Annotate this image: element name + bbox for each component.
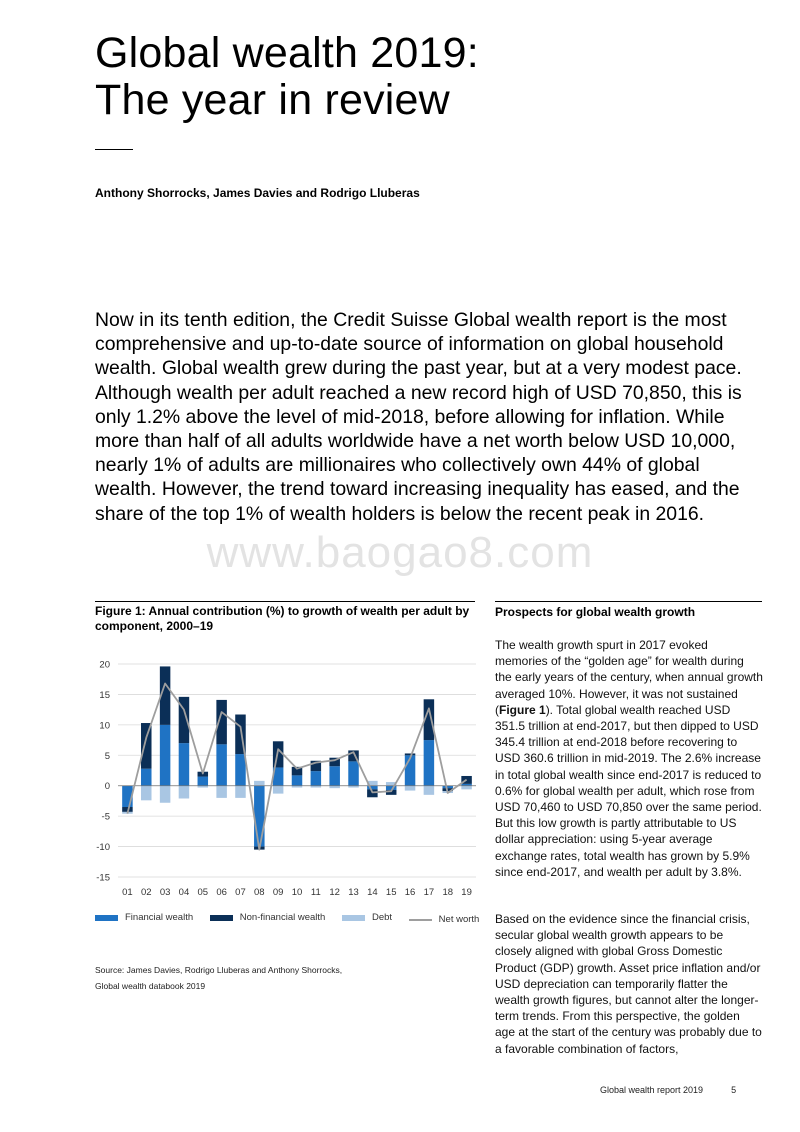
authors: Anthony Shorrocks, James Davies and Rodrigo Lluberas bbox=[95, 186, 420, 200]
bar-segment-financial bbox=[424, 740, 435, 786]
x-tick-label: 02 bbox=[140, 887, 152, 898]
x-tick-label: 15 bbox=[385, 887, 397, 898]
x-tick-label: 17 bbox=[423, 887, 435, 898]
x-tick-label: 12 bbox=[329, 887, 340, 898]
y-tick-label: -5 bbox=[101, 811, 110, 823]
legend-swatch-financial bbox=[95, 915, 118, 921]
legend-label-nonfinancial: Non-financial wealth bbox=[239, 912, 326, 923]
x-tick-label: 13 bbox=[348, 887, 359, 898]
title-line-2: The year in review bbox=[95, 76, 450, 124]
bar-segment-financial bbox=[348, 761, 359, 785]
bar-segment-financial bbox=[179, 743, 190, 786]
x-tick-label: 03 bbox=[159, 887, 171, 898]
bar-segment-financial bbox=[292, 775, 303, 785]
wealth-growth-chart bbox=[86, 652, 481, 904]
legend-line-net-worth bbox=[409, 919, 432, 921]
x-tick-label: 04 bbox=[178, 887, 190, 898]
y-tick-label: -15 bbox=[96, 872, 110, 884]
bar-segment-financial bbox=[198, 777, 209, 786]
legend-item-nonfinancial bbox=[210, 912, 326, 923]
title-divider bbox=[95, 149, 133, 150]
y-tick-label: 15 bbox=[99, 689, 110, 701]
bar-segment-debt bbox=[461, 786, 472, 790]
p1-text-b: ). Total global wealth reached USD 351.5 trillion at end-2017, but then dipped to USD 345.4 trillion at end-2018 before recovering to USD 360.6 trillion in mid-2019. The 2.6% increase in total global wealth since end-2017 is reduced to 0.6% for global wealth per adult, which rose from USD 70,460 to USD 70,850 over the same period. But this low growth is partly attributable to US dollar appreciation: using 5-year average exchange rates, total wealth has grown by 5.9% since end-2017, and wealth per adult by 3.8%. bbox=[495, 702, 762, 879]
bar-segment-financial bbox=[141, 769, 152, 786]
section-heading: Prospects for global wealth growth bbox=[495, 605, 696, 619]
x-tick-label: 06 bbox=[216, 887, 227, 898]
bar-segment-financial bbox=[329, 766, 340, 785]
net-worth-line bbox=[127, 684, 466, 850]
bar-segment-financial bbox=[235, 754, 246, 786]
lead-paragraph: Now in its tenth edition, the Credit Suisse Global wealth report is the most comprehensive and up-to-date source of information on global household wealth. Global wealth grew during the past year, but at a very modest pace. Although wealth per adult reached a new record high of USD 70,850, this is only 1.2% above the level of mid-2018, before allowing for inflation. While more than half of all adults worldwide have a net worth below USD 10,000, nearly 1% of adults are millionaires who collectively own 44% of global wealth. However, the trend toward increasing inequality has eased, and the share of the top 1% of wealth holders is below the recent peak in 2016. bbox=[95, 309, 742, 525]
legend-label-financial: Financial wealth bbox=[125, 912, 194, 923]
legend-item-financial bbox=[95, 912, 193, 923]
y-tick-label: 20 bbox=[99, 659, 110, 671]
body-paragraph-2: Based on the evidence since the financial crisis, secular global wealth growth appears to be closely aligned with global Gross Domestic Product (GDP) growth. Asset price inflation and/or USD depreciation can temporarily flatter the wealth growth figures, but cannot alter the longer-term trends. From this perspective, the golden age at the start of the century was probably due to a favorable combination of factors, bbox=[495, 912, 762, 1056]
x-tick-label: 07 bbox=[235, 887, 246, 898]
chart-legend bbox=[95, 912, 493, 925]
bar-segment-debt bbox=[141, 786, 152, 801]
bar-segment-debt bbox=[254, 781, 265, 786]
legend-item-debt bbox=[342, 912, 392, 923]
bar-segment-financial bbox=[160, 725, 171, 786]
page-title bbox=[95, 30, 735, 124]
source-line-2: Global wealth databook 2019 bbox=[95, 981, 206, 991]
figure-reference: Figure 1 bbox=[499, 702, 546, 717]
bar-segment-debt bbox=[235, 786, 246, 798]
bar-segment-financial bbox=[254, 786, 265, 847]
legend-swatch-nonfinancial bbox=[210, 915, 233, 921]
y-tick-label: 5 bbox=[104, 750, 110, 762]
watermark: www.baogao8.com bbox=[206, 528, 594, 577]
title-line-1: Global wealth 2019: bbox=[95, 29, 479, 77]
y-tick-label: 10 bbox=[99, 720, 110, 732]
bar-segment-debt bbox=[160, 786, 171, 803]
x-tick-label: 19 bbox=[461, 887, 472, 898]
x-tick-label: 10 bbox=[291, 887, 303, 898]
legend-label-net-worth: Net worth bbox=[438, 914, 480, 925]
x-tick-label: 01 bbox=[122, 887, 133, 898]
x-tick-label: 05 bbox=[197, 887, 209, 898]
bar-segment-debt bbox=[216, 786, 227, 798]
footer-report-name: Global wealth report 2019 bbox=[600, 1085, 704, 1095]
legend-label-debt: Debt bbox=[371, 912, 393, 923]
x-tick-label: 08 bbox=[254, 887, 265, 898]
source-line-1: Source: James Davies, Rodrigo Lluberas and Anthony Shorrocks, bbox=[95, 965, 343, 975]
body-paragraph-1 bbox=[495, 637, 763, 880]
x-tick-label: 14 bbox=[367, 887, 378, 898]
figure-source bbox=[95, 962, 455, 994]
page-footer bbox=[600, 1085, 736, 1095]
p1-text-a: The wealth growth spurt in 2017 evoked memories of the “golden age” for wealth during the early years of the century, when annual growth averaged 10%. However, it was not sustained ( bbox=[495, 638, 763, 717]
bar-segment-financial bbox=[216, 744, 227, 785]
bar-segment-nonfinancial bbox=[273, 741, 284, 767]
figure-title: Figure 1: Annual contribution (%) to growth of wealth per adult by component, 2000–19 bbox=[95, 604, 470, 633]
bar-segment-financial bbox=[311, 771, 322, 786]
bar-segment-debt bbox=[179, 786, 190, 799]
x-tick-label: 18 bbox=[442, 887, 454, 898]
page-number: 5 bbox=[731, 1085, 737, 1095]
legend-item-net-worth bbox=[409, 914, 480, 925]
bar-segment-nonfinancial bbox=[405, 753, 416, 755]
x-tick-label: 11 bbox=[310, 887, 321, 898]
bar-segment-nonfinancial bbox=[141, 723, 152, 769]
section-divider bbox=[495, 601, 762, 602]
y-tick-label: -10 bbox=[96, 842, 110, 854]
x-tick-label: 16 bbox=[404, 887, 416, 898]
bar-segment-debt bbox=[405, 786, 416, 791]
bar-segment-debt bbox=[273, 786, 284, 794]
bar-segment-debt bbox=[424, 786, 435, 795]
legend-swatch-debt bbox=[342, 915, 365, 921]
figure-divider bbox=[95, 601, 475, 602]
y-tick-label: 0 bbox=[104, 781, 110, 793]
x-tick-label: 09 bbox=[272, 887, 284, 898]
